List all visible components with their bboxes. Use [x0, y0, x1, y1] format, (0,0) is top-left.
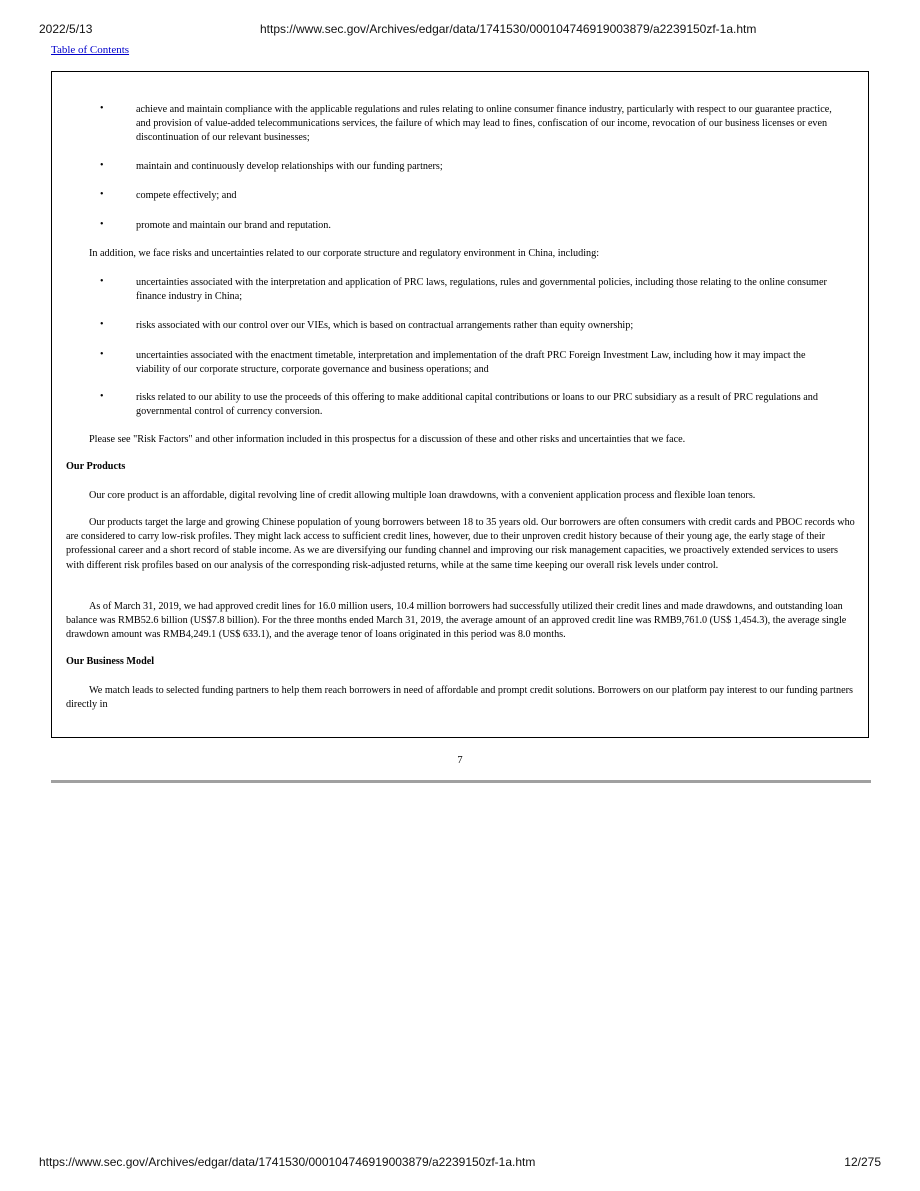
bullet-icon: •	[100, 319, 104, 330]
products-paragraph: Our core product is an affordable, digital revolving line of credit allowing multiple loan drawdowns, with a convenient application process and flexible loan tenors.	[89, 490, 756, 501]
bullet-icon: •	[100, 160, 104, 171]
bullet-icon: •	[100, 276, 104, 287]
intro-paragraph: In addition, we face risks and uncertainties related to our corporate structure and regulatory environment in China, including:	[89, 248, 600, 259]
bullet-icon: •	[100, 391, 104, 402]
products-paragraph: As of March 31, 2019, we had approved credit lines for 16.0 million users, 10.4 million borrowers had successfully utilized their credit lines and made drawdowns, and outstanding loan balance was RMB52.6 billion (US$7.8 billion). For the three months ended March 31, 2019, the average amount of an approved credit line was RMB9,761.0 (US$ 1,454.3), the average single drawdown amount was RMB4,249.1 (US$ 633.1), and the average tenor of loans originated in this period was 8.0 months.	[66, 601, 847, 641]
products-paragraph: Our products target the large and growing Chinese population of young borrowers between 18 to 35 years old. Our borrowers are often consumers with credit cards and PBOC records who are considered to carry low-risk profiles. They might lack access to sufficient credit lines, however, due to their unproven credit history because of their young age, the early stage of their professional career and a short record of stable income. As we are diversifying our funding channel and improving our risk management capacities, we proactively extended services to users with different risk profiles based on our analysis of the corresponding risk-adjusted returns, while at the same time keeping our overall risk levels under control.	[66, 517, 855, 571]
table-of-contents-link[interactable]: Table of Contents	[51, 44, 130, 56]
page-content-box	[51, 71, 869, 738]
bullet-text: achieve and maintain compliance with the applicable regulations and rules relating to online consumer finance industry, particularly with respect to our guarantee practice, and provision of value-added telecommunications services, the failure of which may lead to fines, confiscation of our income, revocation of our business licenses or even discontinuation of our relevant businesses;	[136, 104, 832, 144]
section-heading-products: Our Products	[66, 461, 126, 472]
print-footer-url: https://www.sec.gov/Archives/edgar/data/1741530/000104746919003879/a2239150zf-1a.htm	[39, 1155, 536, 1169]
section-heading-business-model: Our Business Model	[66, 656, 155, 667]
bullet-text: compete effectively; and	[136, 190, 237, 201]
bullet-icon: •	[100, 349, 104, 360]
page-divider	[51, 780, 871, 783]
bullet-text: uncertainties associated with the enactment timetable, interpretation and implementation of the draft PRC Foreign Investment Law, including how it may impact the viability of our corporate structure, corporate governance and business operations; and	[136, 350, 806, 376]
page-number: 7	[457, 755, 463, 766]
print-page-counter: 12/275	[844, 1155, 881, 1169]
bullet-text: maintain and continuously develop relationships with our funding partners;	[136, 161, 443, 172]
bullet-text: risks related to our ability to use the proceeds of this offering to make additional capital contributions or loans to our PRC subsidiary as a result of PRC regulations and governmental control of currency conversion.	[136, 392, 818, 418]
bullet-text: uncertainties associated with the interpretation and application of PRC laws, regulations, rules and governmental policies, including those relating to the online consumer finance industry in China;	[136, 277, 827, 303]
business-model-paragraph: We match leads to selected funding partners to help them reach borrowers in need of affordable and prompt credit solutions. Borrowers on our platform pay interest to our funding partners directly in	[66, 685, 853, 711]
print-date: 2022/5/13	[39, 22, 93, 36]
print-header-url: https://www.sec.gov/Archives/edgar/data/1741530/000104746919003879/a2239150zf-1a.htm	[260, 22, 757, 36]
risk-factors-paragraph: Please see "Risk Factors" and other information included in this prospectus for a discussion of these and other risks and uncertainties that we face.	[89, 434, 686, 445]
bullet-text: promote and maintain our brand and reputation.	[136, 220, 331, 231]
bullet-text: risks associated with our control over our VIEs, which is based on contractual arrangements rather than equity ownership;	[136, 320, 634, 331]
bullet-icon: •	[100, 189, 104, 200]
bullet-icon: •	[100, 103, 104, 114]
bullet-icon: •	[100, 219, 104, 230]
